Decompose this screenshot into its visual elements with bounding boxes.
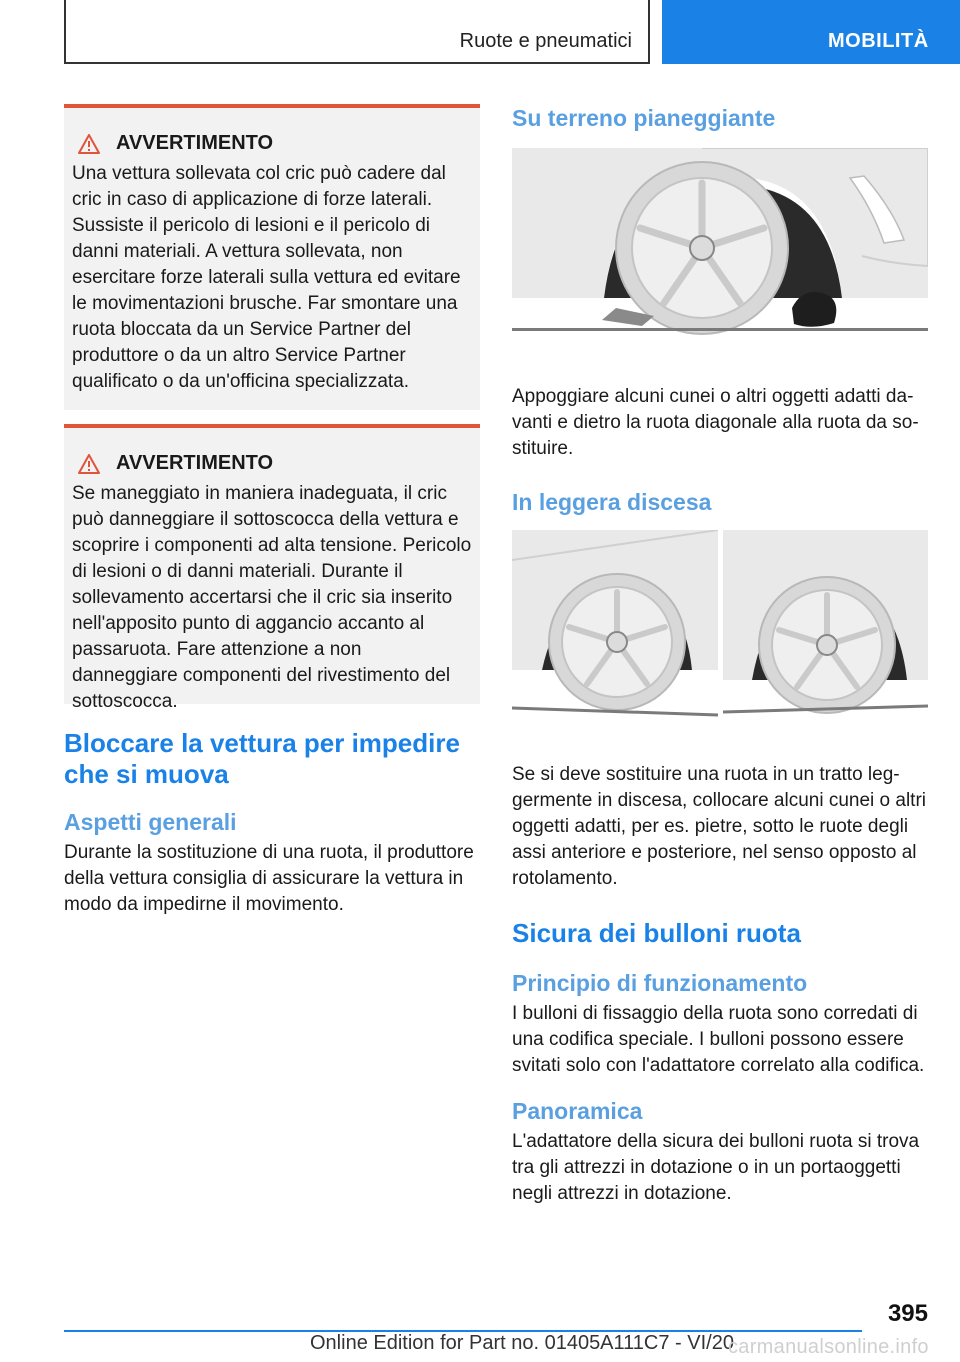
header-section-title: Ruote e pneumatici (459, 30, 632, 52)
illustration-flat-ground (512, 148, 928, 338)
car-wheel-flat-illustration (512, 148, 928, 338)
warning-title: AVVERTIMENTO (116, 132, 274, 154)
subsection-heading: Su terreno pianeggiante (512, 105, 776, 131)
body-paragraph: I bulloni di fissaggio della ruota sono corredati di una codifica speciale. I bulloni possono essere svitati solo con l'adattatore correlato alla codifica. (512, 1003, 925, 1076)
warning-title-row (72, 452, 472, 475)
car-wheel-slope-illustration (512, 530, 928, 720)
subsection-heading: Principio di funzionamento (512, 970, 808, 996)
page-number: 395 (887, 1300, 928, 1327)
body-paragraph: Appoggiare alcuni cunei o altri oggetti adatti davanti e dietro la ruota diagonale alla ruota da sostituire. (512, 386, 919, 459)
body-paragraph: Se si deve sostituire una ruota in un tratto leggermente in discesa, collocare alcuni cunei o altri oggetti adatti, per es. pietre, sotto le ruote degli assi anteriore e posteriore, nel senso opposto al rotolamento. (512, 764, 926, 889)
subsection-heading: Panoramica (512, 1098, 643, 1124)
left-column (64, 104, 480, 918)
warning-triangle-icon (78, 134, 100, 154)
subsection-heading: In leggera discesa (512, 489, 712, 515)
body-paragraph: L'adattatore della sicura dei bulloni ruota si trova tra gli attrezzi in dotazione o in un portaoggetti negli attrezzi in dotazione. (512, 1131, 920, 1204)
edition-footer: Online Edition for Part no. 01405A111C7 - VI/20 (310, 1332, 734, 1354)
right-column (512, 104, 928, 1207)
subsection-heading: Aspetti generali (64, 809, 237, 835)
warning-box (64, 424, 480, 712)
body-paragraph: Durante la sostituzione di una ruota, il produttore della vettura consiglia di assicurare la vettura in modo da impedirne il movimento. (64, 842, 474, 915)
section-heading: Bloccare la vettura per impedire che si muova (64, 728, 460, 789)
header-chapter-tab[interactable] (662, 0, 960, 64)
warning-title-row (72, 132, 472, 155)
warning-text: Se maneggiato in maniera inadeguata, il cric può danneggiare il sottoscocca della vettura e scoprire i componenti ad alta tensione. Pericolo di lesioni o di danni materiali. Durante il sollevamento accertarsi che il cric sia inserito nell'apposito punto di aggancio accanto al passaruota. Fare attenzione a non danneggiare componenti del rivestimento del sottoscocca. (72, 483, 472, 712)
warning-triangle-icon (78, 454, 100, 474)
header-chapter-label: MOBILITÀ (828, 30, 929, 52)
header-section-box (64, 0, 650, 64)
warning-box (64, 104, 480, 410)
watermark-text: carmanualsonline.info (728, 1336, 929, 1358)
illustration-slope (512, 530, 928, 720)
warning-title: AVVERTIMENTO (116, 452, 274, 474)
section-heading: Sicura dei bulloni ruota (512, 918, 801, 948)
warning-text: Una vettura sollevata col cric può cadere dal cric in caso di applicazione di forze laterali. Sussiste il pericolo di lesioni e il pericolo di danni materiali. A vettura sollevata, non esercitare forze laterali sulla vettura ed evitare le movimentazioni brusche. Far smontare una ruota bloccata da un Service Partner del produttore o da un altro Service Partner qualificato o da un'officina specializzata. (72, 163, 461, 392)
